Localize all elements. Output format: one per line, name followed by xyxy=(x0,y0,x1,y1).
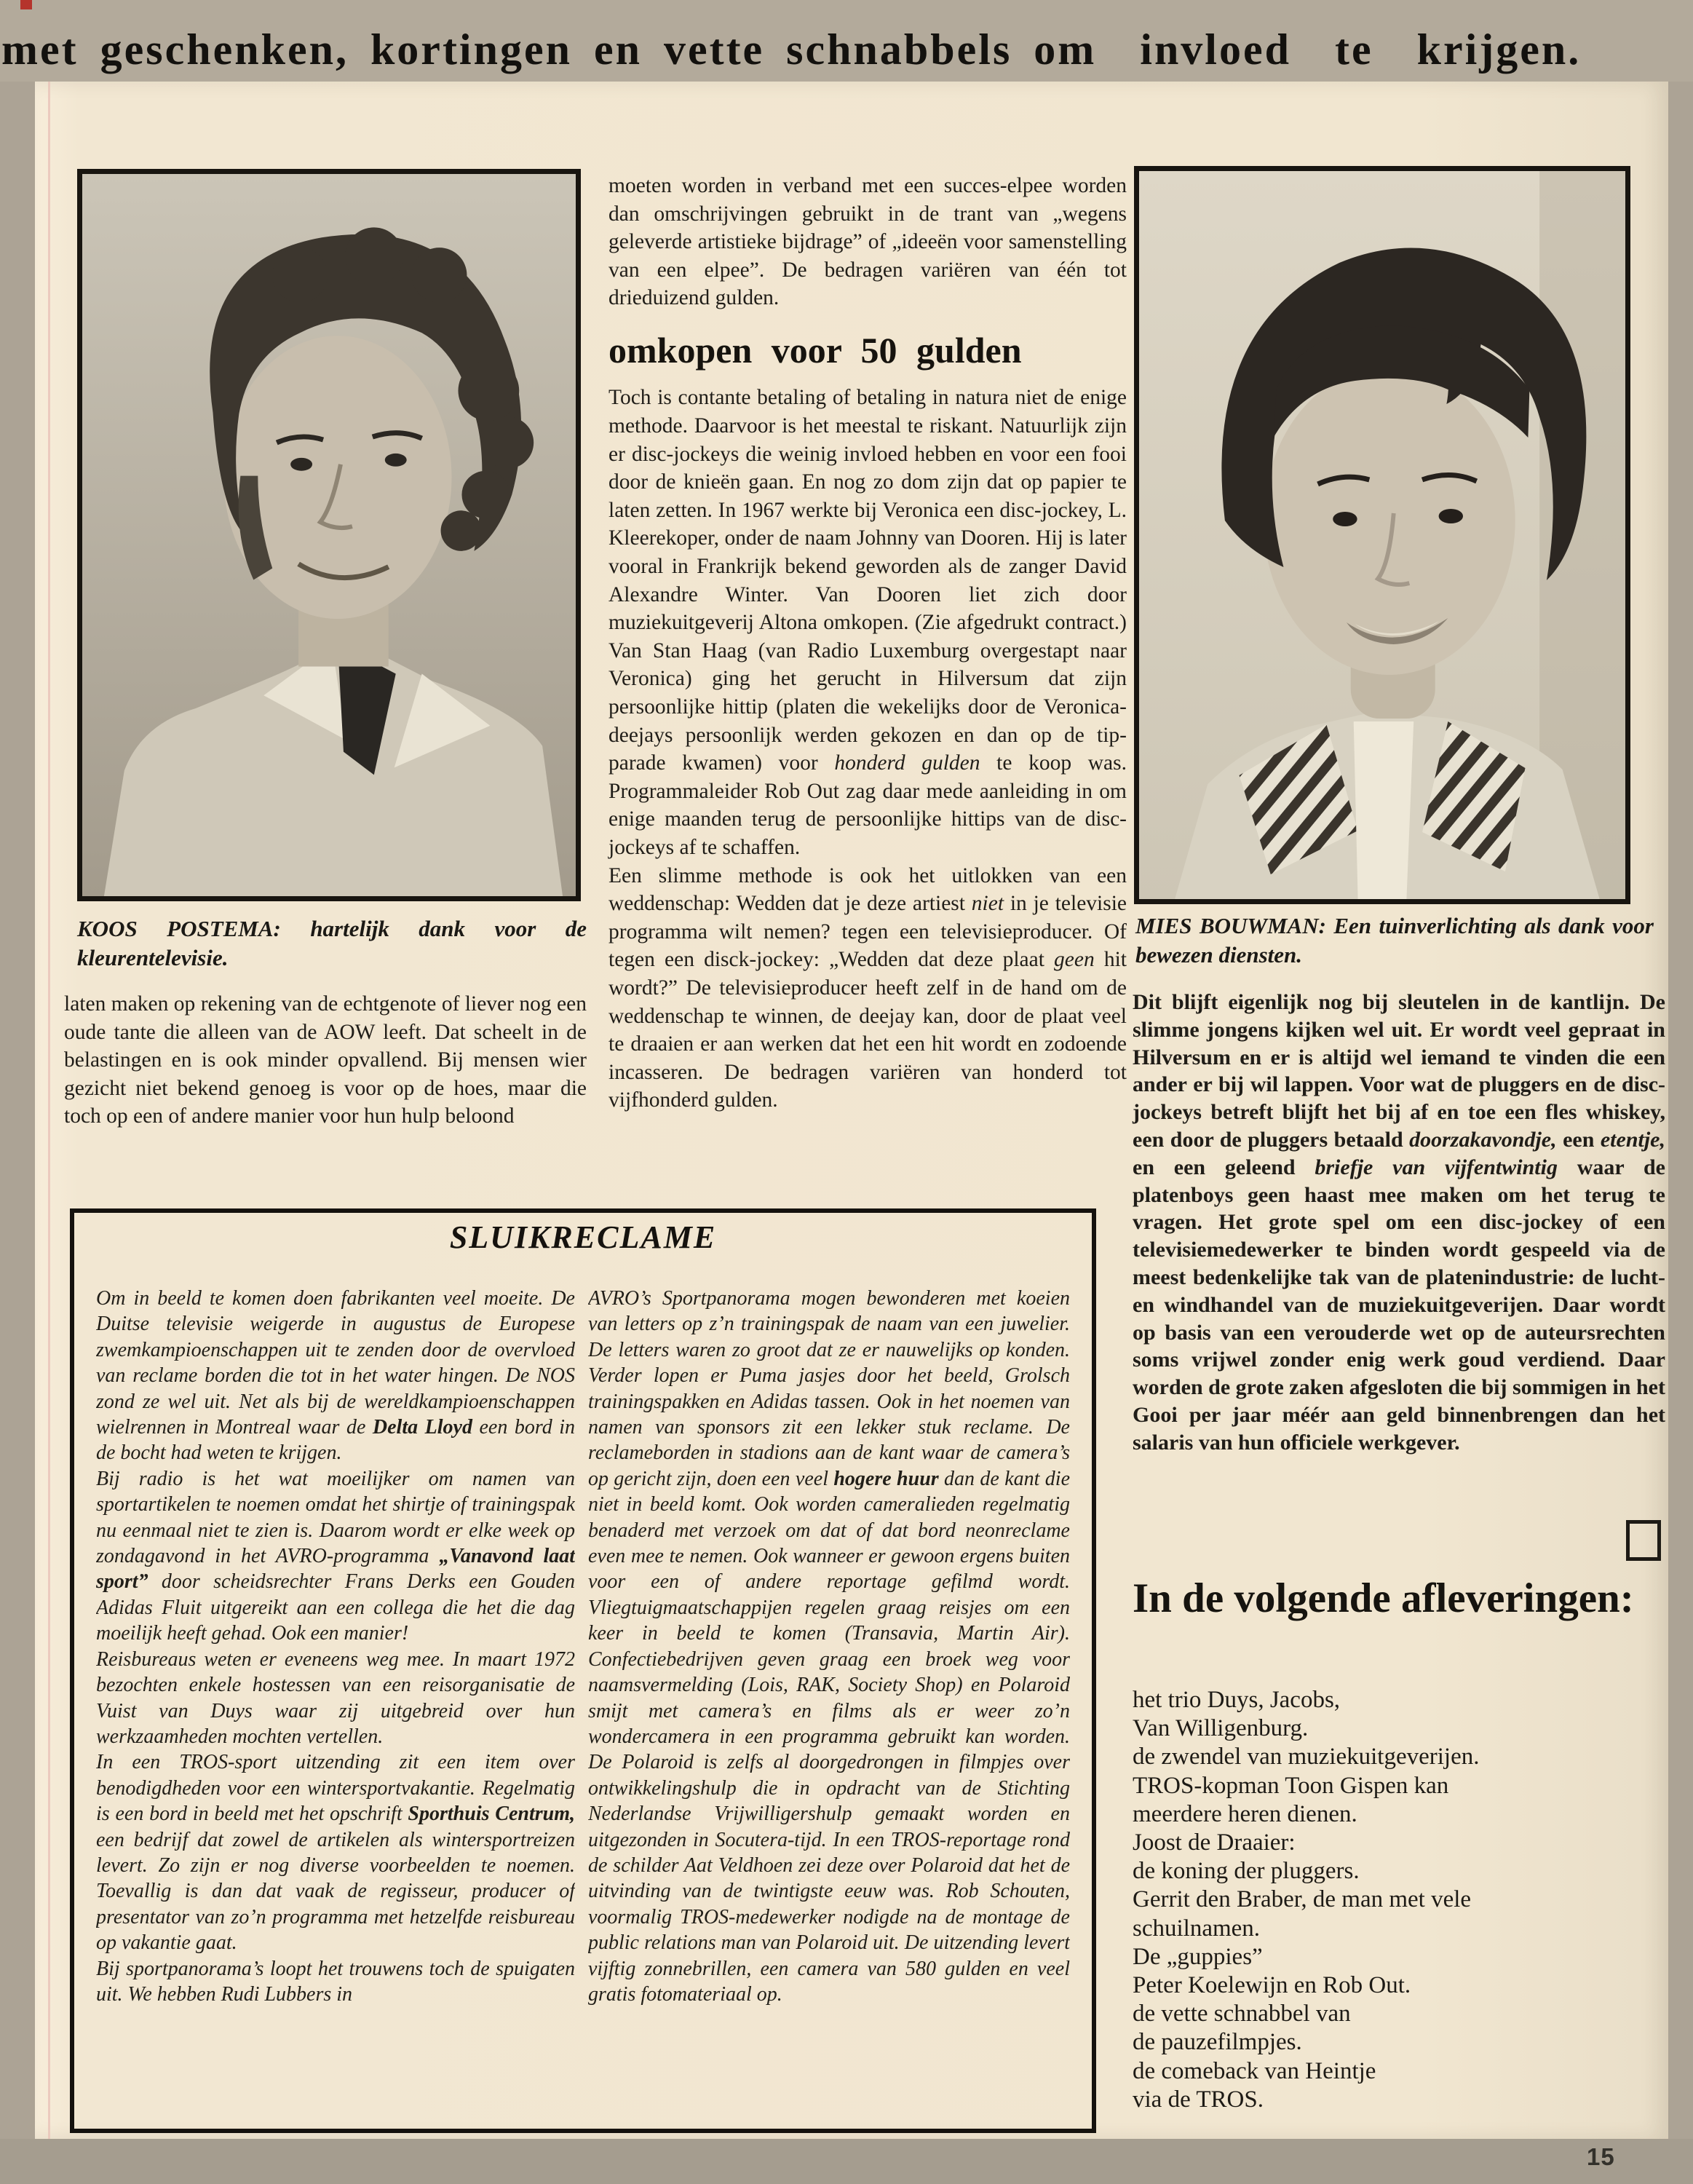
list-item: de comeback van Heintje xyxy=(1133,2057,1376,2084)
list-item: De „guppies” xyxy=(1133,1943,1263,1970)
list-item: de vette schnabbel van xyxy=(1133,2001,1351,2027)
list-item: de koning der pluggers. xyxy=(1133,1858,1360,1885)
list-item: de pauzefilmpjes. xyxy=(1133,2029,1302,2056)
sluikreclame-right-column xyxy=(588,1286,1070,2116)
paragraph: In een TROS-sport uitzending zit een item over benodigdheden voor een wintersportvakantie. Regelmatig is een bord in beeld met het opschrift Sporthuis Centrum, een bedrijf dat zowel de artikelen als wintersportreizen levert. Zo zijn er nog diverse voorbeelden te noemen. Toevallig is dan dat vaak de regisseur, producer of presentator van zo’n programma met hetzelfde reisbureau op vakantie gaat. xyxy=(96,1751,575,1955)
list-item: Van Willigenburg. xyxy=(1133,1715,1309,1742)
section-heading-omkopen: omkopen voor 50 gulden xyxy=(608,329,1022,371)
list-item: de zwendel van muziekuitgeverijen. xyxy=(1133,1744,1480,1770)
caption-koos-postema: KOOS POSTEMA: hartelijk dank voor de kleurentelevisie. xyxy=(77,916,587,970)
page-headline: met geschenken, kortingen en vette schnabbels om invloed te krijgen. xyxy=(1,25,1582,74)
paragraph: Reisbureaus weten er eveneens weg mee. In maart 1972 bezochten enkele hostessen van een reisorganisatie de Vuist van Duys waar zij uitgebreid over hun werkzaamheden mochten vertellen. xyxy=(96,1647,575,1748)
middle-column xyxy=(608,172,1127,1115)
sluikreclame-left-column xyxy=(96,1286,575,2116)
next-episodes-heading: In de volgende afleveringen: xyxy=(1133,1575,1634,1621)
paragraph: Toch is contante betaling of betaling in natura niet de enige methode. Daarvoor is het meestal te riskant. Natuurlijk zijn er disc-jockeys die weinig invloed hebben en voor een fooi door de knieën gaan. En nog zo dom zijn dat op papier te laten zetten. In 1967 werkte bij Veronica een disc-jockey, L. Kleerekoper, onder de naam Johnny van Dooren. Hij is later vooral in Frankrijk bekend geworden als de zanger David Alexandre Winter. Van Dooren liet zich door muziekuitgeverij Altona omkopen. (Zie afgedrukt contract.) Van Stan Haag (van Radio Luxemburg overgestapt naar Veronica) ging het gerucht in Hilversum dat zijn persoonlijke hittip (platen die wekelijks door de Veronica-deejays persoonlijk werden gekozen en dan op de tip-parade kwamen) voor honderd gulden te koop was. Programmaleider Rob Out zag daar mede aanleiding in om enige maanden terug de persoonlijke hittips van de disc-jockeys af te schaffen. xyxy=(608,386,1127,859)
binding-pink-line xyxy=(48,82,50,2139)
list-item: schuilnamen. xyxy=(1133,1915,1261,1942)
left-column-text xyxy=(64,990,587,1131)
right-column-text xyxy=(1133,989,1665,1457)
paragraph: moeten worden in verband met een succes-elpee worden dan omschrijvingen gebruikt in de trant van „wegens geleverde artistieke bijdrage” of „ideeën voor samenstelling van een elpee”. De bedragen variëren van één tot drieduizend gulden. xyxy=(608,174,1127,310)
photo-koos-postema xyxy=(77,169,581,901)
paragraph: Bij sportpanorama’s loopt het trouwens toch de spuigaten uit. We hebben Rudi Lubbers in xyxy=(96,1957,575,2006)
list-item: Joost de Draaier: xyxy=(1133,1829,1296,1856)
page-number: 15 xyxy=(1587,2143,1615,2170)
photo-mies-bouwman xyxy=(1134,166,1630,904)
caption-mies-bouwman: MIES BOUWMAN: Een tuinverlichting als dank voor bewezen diensten. xyxy=(1135,913,1654,968)
mies-bouwman-portrait-illustration xyxy=(1139,171,1625,899)
list-item: Gerrit den Braber, de man met vele xyxy=(1133,1886,1472,1913)
list-item: via de TROS. xyxy=(1133,2086,1264,2113)
paragraph: AVRO’s Sportpanorama mogen bewonderen met koeien van letters op z’n trainingspak de naam van een juwelier. De letters waren zo groot dat ze er nauwelijks op konden. Verder lopen er Puma jasjes door het beeld, Grolsch trainingspakken en Adidas tassen. Ook in het noemen van namen van sponsors zit een lekker stuk reclame. De reclameborden in stadions aan de kant waar de camera’s op gericht zijn, doen een veel hogere huur dan de kant die niet in beeld komt. Ook worden cameralieden regelmatig benaderd met verzoek om dat of dat bord neonreclame even mee te nemen. Ook wanneer er gewoon ergens buiten voor een of andere reportage gefilmd wordt. Vliegtuigmaatschappijen regelen graag reisjes om een keer in beeld te komen (Transavia, Martin Air). Confectiebedrijven geven graag een broek weg voor naamsvermelding (Lois, RAK, Society Shop) en Polaroid smijt met camera’s en films als er weer zo’n wondercamera in een programma gebruikt kan worden. De Polaroid is zelfs al doorgedrongen in filmpjes over ontwikkelingshulp die in opdracht van de Stichting Nederlandse Vrijwilligershulp gemaakt worden en uitgezonden in Socutera-tijd. In een TROS-reportage rond de schilder Aat Veldhoen zei deze over Polaroid dat het de uitvinding van de twintigste eeuw was. Rob Schouten, voormalig TROS-medewerker nodigde na de montage de public relations man van Polaroid uit. De uitzending levert vijftig zonnebrillen, een camera van 580 gulden en veel gratis fotomateriaal op. xyxy=(588,1287,1070,2006)
list-item: het trio Duys, Jacobs, xyxy=(1133,1687,1341,1713)
sluikreclame-title: SLUIKRECLAME xyxy=(449,1219,717,1255)
list-item: meerdere heren dienen. xyxy=(1133,1800,1357,1827)
paragraph: Bij radio is het wat moeilijker om namen van sportartikelen te noemen omdat het shirtje of trainingspak nu eenmaal niet te zien is. Daarom wordt er elke week op zondagavond in het AVRO-programma „Vanavond laat sport” door scheidsrechter Frans Derks een Gouden Adidas Fluit uitgereikt aan een collega die het die dag moeilijk heeft gehad. Ook een manier! xyxy=(96,1467,575,1645)
paragraph: Een slimme methode is ook het uitlokken van een weddenschap: Wedden dat je deze artiest niet in je televisie programma wilt nemen? tegen een televisieproducer. Of tegen een disck-jockey: „Wedden dat deze plaat geen hit wordt?” De televisieproducer heeft zelf in de hand om de weddenschap te winnen, de deejay kan, door de plaat veel te draaien er aan werken dat het een hit wordt en zodoende incasseren. De bedragen variëren van honderd tot vijfhonderd gulden. xyxy=(608,863,1127,1112)
list-item: TROS-kopman Toon Gispen kan xyxy=(1133,1772,1449,1799)
paragraph: Om in beeld te komen doen fabrikanten veel moeite. De Duitse televisie weigerde in augustus de Europese zwemkampioenschappen uit te zenden door de overvloed van reclame borden die tot in het water hingen. De NOS zond ze wel uit. Net als bij de wereldkampioenschappen wielrennen in Montreal waar de Delta Lloyd een bord in de bocht had weten te krijgen. xyxy=(96,1287,575,1465)
paragraph: laten maken op rekening van de echtgenote of liever nog een oude tante die alleen van de AOW leeft. Dat scheelt in de belastingen en is ook minder opvallend. Bij mensen wier gezicht niet bekend genoeg is voor op de hoes, maar die toch op een of andere manier voor hun hulp beloond xyxy=(64,992,587,1128)
red-registration-mark xyxy=(20,0,32,9)
bottom-scan-band xyxy=(0,2139,1693,2184)
list-item: Peter Koelewijn en Rob Out. xyxy=(1133,1972,1411,1999)
paragraph: Dit blijft eigenlijk nog bij sleutelen in de kantlijn. De slimme jongens kijken wel uit. Er wordt veel gepraat in Hilversum en er is altijd wel iemand te vinden die een ander er bij wil lappen. Voor wat de pluggers en de disc-jockeys betreft blijft het bij af en toe een fles whiskey, een door de pluggers betaald doorzakavondje, een etentje, en een geleend briefje van vijfentwintig waar de platenboys geen haast mee maken om het terug te vragen. Het grote spel om een disc-jockey of een televisiemedewerker te binden wordt gespeeld via de meest bedenkelijke tak van de platenindustrie: de lucht- en windhandel van de muziekuitgeverijen. Daar wordt op basis van een verouderde wet op de auteursrechten soms vrijwel zonder enig werk goud verdiend. Daar worden de grote zaken afgesloten die bij sommigen in het Gooi per jaar méér aan geld binnenbrengen dan het salaris van hun officiele werkgever. xyxy=(1133,990,1665,1455)
sluikreclame-box xyxy=(70,1208,1096,2133)
end-of-article-mark xyxy=(1626,1520,1661,1561)
next-episodes-list xyxy=(1133,1686,1674,2114)
koos-postema-portrait-illustration xyxy=(82,174,576,896)
